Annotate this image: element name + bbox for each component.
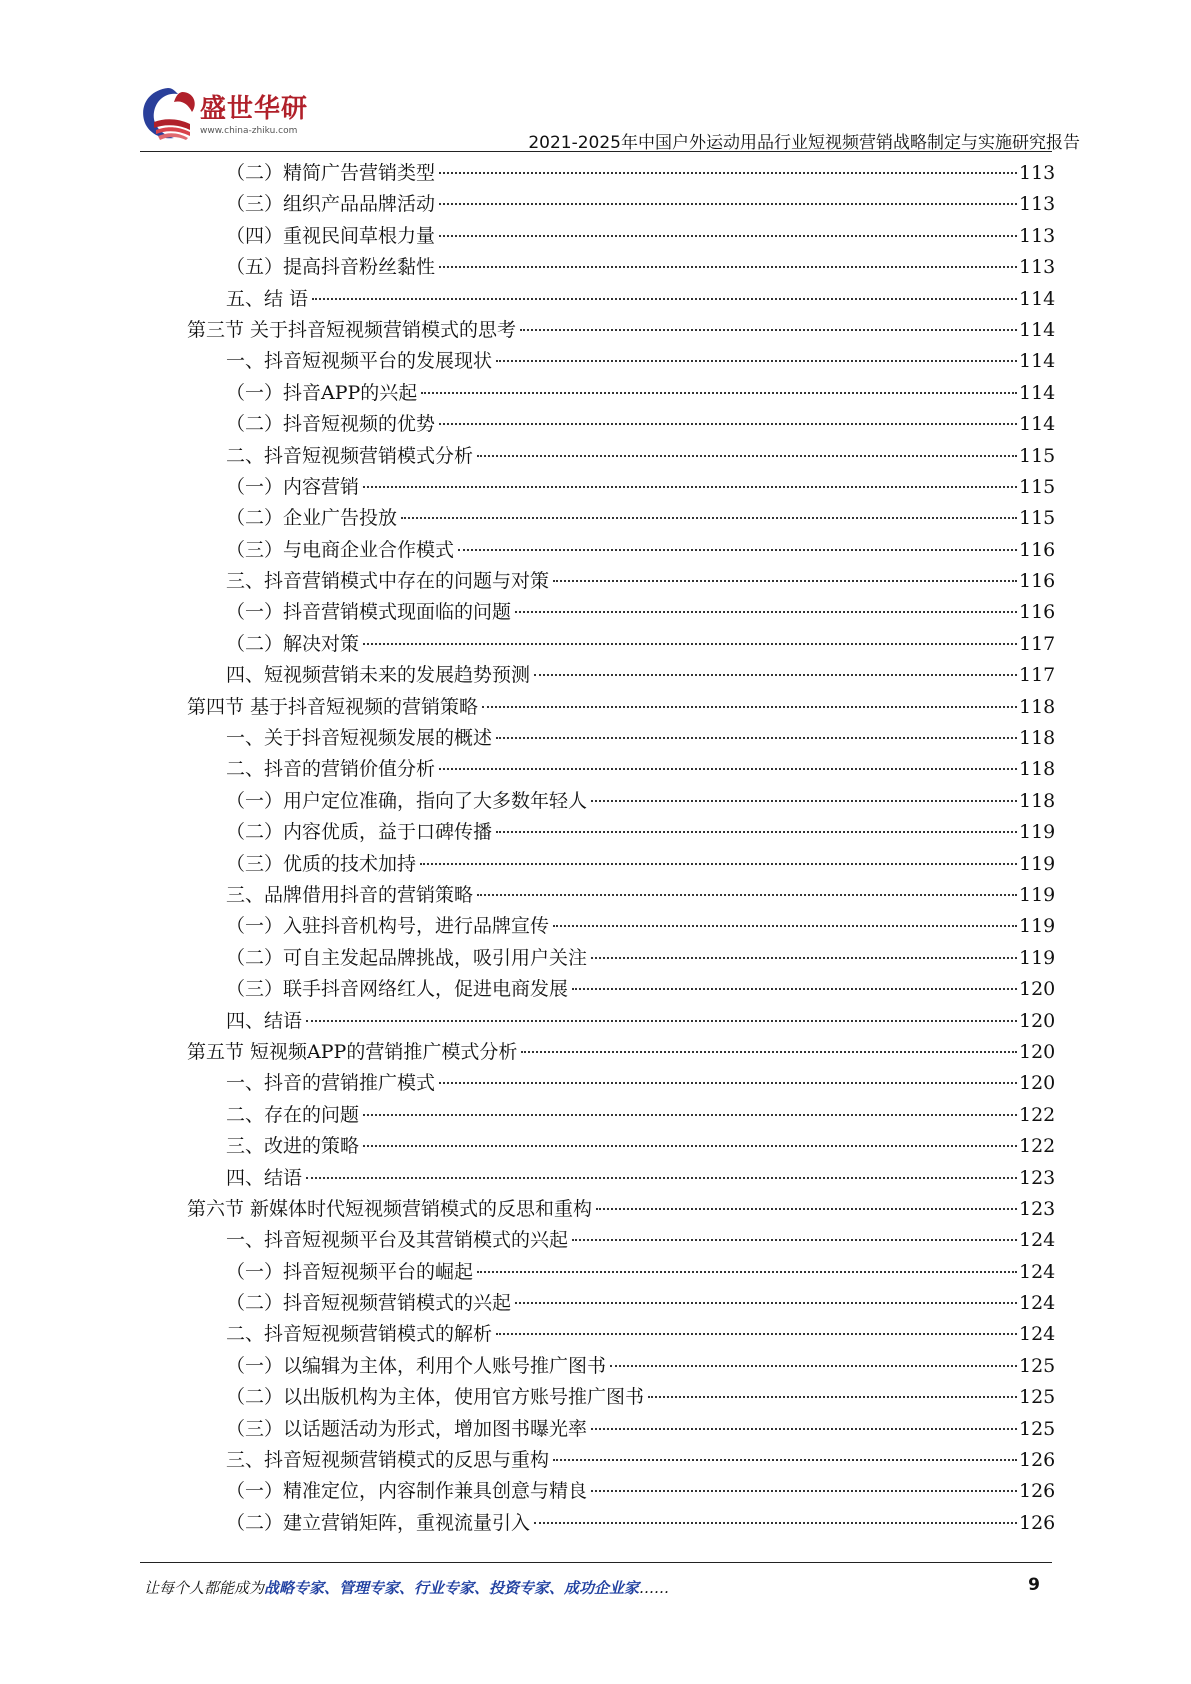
toc-entry-page: 114 bbox=[1019, 318, 1056, 341]
toc-entry-page: 118 bbox=[1019, 727, 1056, 750]
toc-entry-page: 120 bbox=[1019, 978, 1056, 1001]
toc-dot-leader bbox=[363, 1144, 1017, 1147]
toc-entry-title: 第三节 关于抖音短视频营销模式的思考 bbox=[187, 318, 517, 341]
toc-dot-leader bbox=[439, 422, 1017, 425]
toc-dot-leader bbox=[591, 799, 1017, 802]
toc-entry[interactable] bbox=[0, 378, 1056, 409]
toc-dot-leader bbox=[520, 328, 1017, 331]
toc-entry-page: 120 bbox=[1019, 1040, 1056, 1063]
toc-entry-page: 124 bbox=[1019, 1323, 1056, 1346]
slogan-prefix: 让每个人都能成为 bbox=[144, 1579, 265, 1597]
toc-entry-title: （二）抖音短视频营销模式的兴起 bbox=[226, 1292, 512, 1315]
toc-dot-leader bbox=[591, 1427, 1017, 1430]
toc-dot-leader bbox=[482, 705, 1017, 708]
toc-entry[interactable] bbox=[0, 1414, 1056, 1445]
toc-entry-title: 一、抖音的营销推广模式 bbox=[226, 1072, 436, 1095]
toc-dot-leader bbox=[591, 1489, 1017, 1492]
toc-dot-leader bbox=[458, 548, 1017, 551]
toc-dot-leader bbox=[572, 1238, 1017, 1241]
toc-dot-leader bbox=[496, 736, 1017, 739]
toc-dot-leader bbox=[439, 265, 1017, 268]
toc-dot-leader bbox=[306, 1019, 1017, 1022]
toc-entry[interactable] bbox=[0, 221, 1056, 252]
toc-entry[interactable] bbox=[0, 1037, 1056, 1068]
toc-entry-page: 116 bbox=[1019, 570, 1056, 593]
toc-entry-page: 114 bbox=[1019, 413, 1056, 436]
toc-entry-page: 122 bbox=[1019, 1103, 1056, 1126]
toc-entry-title: （二）企业广告投放 bbox=[226, 507, 398, 530]
toc-entry[interactable] bbox=[0, 1100, 1056, 1131]
toc-entry-page: 117 bbox=[1019, 632, 1056, 655]
toc-entry-page: 115 bbox=[1019, 444, 1056, 467]
toc-entry-title: 二、存在的问题 bbox=[226, 1103, 360, 1126]
toc-entry[interactable] bbox=[0, 1445, 1056, 1476]
toc-entry-page: 114 bbox=[1019, 287, 1056, 310]
toc-entry-title: 四、结语 bbox=[226, 1166, 303, 1189]
toc-entry[interactable] bbox=[0, 723, 1056, 754]
toc-dot-leader bbox=[553, 579, 1017, 582]
toc-entry-title: （一）抖音APP的兴起 bbox=[226, 381, 418, 404]
toc-entry-page: 125 bbox=[1019, 1354, 1056, 1377]
toc-entry[interactable] bbox=[0, 315, 1056, 346]
toc-entry-title: 五、结 语 bbox=[226, 287, 309, 310]
toc-entry-title: （二）精简广告营销类型 bbox=[226, 162, 436, 184]
toc-dot-leader bbox=[312, 297, 1017, 300]
toc-entry-page: 113 bbox=[1019, 162, 1056, 184]
company-logo bbox=[138, 82, 318, 152]
toc-entry-title: 三、抖音短视频营销模式的反思与重构 bbox=[226, 1449, 550, 1472]
toc-entry[interactable] bbox=[0, 346, 1056, 377]
toc-entry-title: 第四节 基于抖音短视频的营销策略 bbox=[187, 695, 479, 718]
toc-entry-page: 115 bbox=[1019, 475, 1056, 498]
toc-entry-page: 125 bbox=[1019, 1417, 1056, 1440]
toc-entry-page: 119 bbox=[1019, 852, 1056, 875]
toc-entry[interactable] bbox=[0, 535, 1056, 566]
toc-entry-title: 二、抖音短视频营销模式的解析 bbox=[226, 1323, 493, 1346]
logo-name: 盛世华研 bbox=[200, 94, 309, 124]
toc-entry-page: 119 bbox=[1019, 821, 1056, 844]
toc-dot-leader bbox=[439, 202, 1017, 205]
toc-entry[interactable] bbox=[0, 597, 1056, 628]
toc-entry[interactable] bbox=[0, 1163, 1056, 1194]
toc-dot-leader bbox=[421, 391, 1017, 394]
toc-entry-title: （一）用户定位准确，指向了大多数年轻人 bbox=[226, 789, 588, 812]
toc-entry-page: 119 bbox=[1019, 946, 1056, 969]
table-of-contents bbox=[0, 158, 1191, 1539]
toc-entry-page: 114 bbox=[1019, 381, 1056, 404]
footer-divider bbox=[140, 1562, 1052, 1563]
toc-entry-title: 一、抖音短视频平台及其营销模式的兴起 bbox=[226, 1229, 569, 1252]
toc-dot-leader bbox=[596, 1207, 1017, 1210]
toc-entry[interactable] bbox=[0, 252, 1056, 283]
toc-entry-page: 113 bbox=[1019, 224, 1056, 247]
toc-dot-leader bbox=[439, 767, 1017, 770]
toc-entry[interactable] bbox=[0, 1508, 1056, 1539]
toc-entry-page: 126 bbox=[1019, 1480, 1056, 1503]
toc-dot-leader bbox=[439, 1081, 1017, 1084]
toc-entry[interactable] bbox=[0, 1068, 1056, 1099]
toc-entry-title: 四、结语 bbox=[226, 1009, 303, 1032]
toc-entry[interactable] bbox=[0, 566, 1056, 597]
toc-entry-title: （三）联手抖音网络红人，促进电商发展 bbox=[226, 978, 569, 1001]
toc-entry-page: 120 bbox=[1019, 1072, 1056, 1095]
toc-dot-leader bbox=[572, 987, 1017, 990]
toc-dot-leader bbox=[496, 830, 1017, 833]
toc-entry-title: （一）入驻抖音机构号，进行品牌宣传 bbox=[226, 915, 550, 938]
toc-entry-page: 124 bbox=[1019, 1260, 1056, 1283]
toc-dot-leader bbox=[420, 862, 1017, 865]
toc-entry-title: 一、关于抖音短视频发展的概述 bbox=[226, 727, 493, 750]
toc-entry[interactable] bbox=[0, 503, 1056, 534]
toc-entry[interactable] bbox=[0, 692, 1056, 723]
toc-dot-leader bbox=[591, 956, 1017, 959]
toc-entry-title: （三）以话题活动为形式，增加图书曝光率 bbox=[226, 1417, 588, 1440]
toc-entry-page: 124 bbox=[1019, 1292, 1056, 1315]
toc-entry-title: （一）精准定位，内容制作兼具创意与精良 bbox=[226, 1480, 588, 1503]
toc-dot-leader bbox=[306, 1176, 1017, 1179]
toc-dot-leader bbox=[515, 610, 1017, 613]
toc-entry-title: （一）以编辑为主体，利用个人账号推广图书 bbox=[226, 1354, 607, 1377]
slogan-suffix: …… bbox=[639, 1579, 670, 1597]
toc-entry[interactable] bbox=[0, 1351, 1056, 1382]
toc-entry-page: 120 bbox=[1019, 1009, 1056, 1032]
toc-entry-page: 126 bbox=[1019, 1511, 1056, 1534]
toc-entry[interactable] bbox=[0, 284, 1056, 315]
toc-entry-title: （一）抖音短视频平台的崛起 bbox=[226, 1260, 474, 1283]
toc-entry[interactable] bbox=[0, 817, 1056, 848]
toc-entry[interactable] bbox=[0, 629, 1056, 660]
toc-entry[interactable] bbox=[0, 1288, 1056, 1319]
toc-entry[interactable] bbox=[0, 1257, 1056, 1288]
toc-entry-page: 115 bbox=[1019, 507, 1056, 530]
toc-entry-title: 一、抖音短视频平台的发展现状 bbox=[226, 350, 493, 373]
toc-entry-title: （一）内容营销 bbox=[226, 475, 360, 498]
toc-entry-page: 124 bbox=[1019, 1229, 1056, 1252]
toc-entry-page: 113 bbox=[1019, 193, 1056, 216]
toc-entry-title: （二）以出版机构为主体，使用官方账号推广图书 bbox=[226, 1386, 645, 1409]
toc-entry-title: （五）提高抖音粉丝黏性 bbox=[226, 256, 436, 279]
toc-entry[interactable] bbox=[0, 1319, 1056, 1350]
toc-entry[interactable] bbox=[0, 849, 1056, 880]
toc-entry[interactable] bbox=[0, 1382, 1056, 1413]
toc-entry[interactable] bbox=[0, 1225, 1056, 1256]
toc-dot-leader bbox=[610, 1364, 1017, 1367]
toc-dot-leader bbox=[521, 1050, 1017, 1053]
toc-entry-title: （三）组织产品品牌活动 bbox=[226, 193, 436, 216]
toc-dot-leader bbox=[439, 234, 1017, 237]
toc-entry[interactable] bbox=[0, 1131, 1056, 1162]
toc-dot-leader bbox=[401, 516, 1017, 519]
toc-entry[interactable] bbox=[0, 880, 1056, 911]
toc-entry[interactable] bbox=[0, 441, 1056, 472]
toc-entry-title: （二）可自主发起品牌挑战，吸引用户关注 bbox=[226, 946, 588, 969]
toc-entry-title: （四）重视民间草根力量 bbox=[226, 224, 436, 247]
toc-entry-title: 二、抖音短视频营销模式分析 bbox=[226, 444, 474, 467]
toc-dot-leader bbox=[363, 1113, 1017, 1116]
toc-entry-title: 第六节 新媒体时代短视频营销模式的反思和重构 bbox=[187, 1197, 593, 1220]
toc-entry-page: 123 bbox=[1019, 1166, 1056, 1189]
document-title: 2021-2025年中国户外运动用品行业短视频营销战略制定与实施研究报告 bbox=[528, 133, 1080, 153]
logo-url: www.china-zhiku.com bbox=[200, 126, 298, 136]
toc-entry[interactable] bbox=[0, 754, 1056, 785]
toc-entry[interactable] bbox=[0, 409, 1056, 440]
toc-entry-page: 118 bbox=[1019, 695, 1056, 718]
toc-dot-leader bbox=[363, 642, 1017, 645]
toc-entry-page: 123 bbox=[1019, 1197, 1056, 1220]
toc-entry-title: 三、品牌借用抖音的营销策略 bbox=[226, 883, 474, 906]
toc-entry-page: 117 bbox=[1019, 664, 1056, 687]
toc-entry-title: （二）解决对策 bbox=[226, 632, 360, 655]
slogan-highlight: 战略专家、管理专家、行业专家、投资专家、成功企业家 bbox=[264, 1579, 640, 1597]
toc-entry-title: （二）建立营销矩阵，重视流量引入 bbox=[226, 1511, 531, 1534]
toc-entry-title: （二）抖音短视频的优势 bbox=[226, 413, 436, 436]
toc-entry[interactable] bbox=[0, 1194, 1056, 1225]
toc-entry-page: 118 bbox=[1019, 758, 1056, 781]
toc-entry[interactable] bbox=[0, 943, 1056, 974]
toc-dot-leader bbox=[477, 893, 1017, 896]
toc-entry[interactable] bbox=[0, 911, 1056, 942]
logo-swirl-icon bbox=[138, 82, 200, 146]
toc-entry-title: 第五节 短视频APP的营销推广模式分析 bbox=[187, 1040, 518, 1063]
toc-dot-leader bbox=[477, 454, 1017, 457]
toc-dot-leader bbox=[496, 359, 1017, 362]
toc-entry[interactable] bbox=[0, 974, 1056, 1005]
footer-slogan bbox=[144, 1577, 669, 1598]
toc-dot-leader bbox=[439, 171, 1017, 174]
toc-entry-title: （三）与电商企业合作模式 bbox=[226, 538, 455, 561]
toc-entry-page: 113 bbox=[1019, 256, 1056, 279]
toc-entry-title: 三、抖音营销模式中存在的问题与对策 bbox=[226, 570, 550, 593]
toc-entry-title: （三）优质的技术加持 bbox=[226, 852, 417, 875]
toc-entry-title: 四、短视频营销未来的发展趋势预测 bbox=[226, 664, 531, 687]
toc-entry-page: 126 bbox=[1019, 1449, 1056, 1472]
toc-entry-page: 122 bbox=[1019, 1135, 1056, 1158]
toc-entry[interactable] bbox=[0, 189, 1056, 220]
page-number: 9 bbox=[1028, 1575, 1040, 1595]
toc-entry[interactable] bbox=[0, 1006, 1056, 1037]
toc-entry-title: （二）内容优质，益于口碑传播 bbox=[226, 821, 493, 844]
toc-entry-page: 125 bbox=[1019, 1386, 1056, 1409]
toc-entry-title: 三、改进的策略 bbox=[226, 1135, 360, 1158]
toc-entry[interactable] bbox=[0, 1476, 1056, 1507]
toc-entry-page: 119 bbox=[1019, 883, 1056, 906]
toc-dot-leader bbox=[363, 485, 1017, 488]
toc-entry-title: （一）抖音营销模式现面临的问题 bbox=[226, 601, 512, 624]
toc-entry-page: 119 bbox=[1019, 915, 1056, 938]
toc-entry-page: 118 bbox=[1019, 789, 1056, 812]
toc-dot-leader bbox=[553, 924, 1017, 927]
toc-entry-page: 116 bbox=[1019, 601, 1056, 624]
toc-dot-leader bbox=[477, 1270, 1017, 1273]
toc-dot-leader bbox=[496, 1332, 1017, 1335]
toc-dot-leader bbox=[648, 1395, 1017, 1398]
toc-entry-page: 116 bbox=[1019, 538, 1056, 561]
toc-entry-page: 114 bbox=[1019, 350, 1056, 373]
toc-dot-leader bbox=[515, 1301, 1017, 1304]
toc-entry[interactable] bbox=[0, 786, 1056, 817]
toc-entry-title: 二、抖音的营销价值分析 bbox=[226, 758, 436, 781]
toc-dot-leader bbox=[534, 673, 1017, 676]
header-divider bbox=[140, 151, 1052, 152]
toc-dot-leader bbox=[534, 1521, 1017, 1524]
toc-entry[interactable] bbox=[0, 158, 1056, 189]
page-header bbox=[0, 0, 1191, 160]
toc-entry[interactable] bbox=[0, 472, 1056, 503]
toc-entry[interactable] bbox=[0, 660, 1056, 691]
toc-dot-leader bbox=[553, 1458, 1017, 1461]
